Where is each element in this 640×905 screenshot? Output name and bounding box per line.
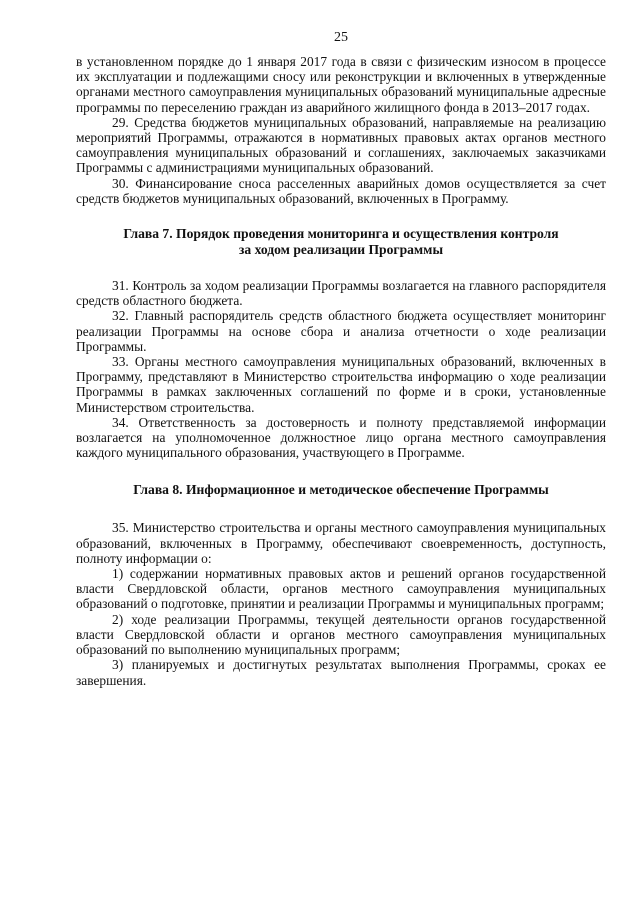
list-item-2: 2) ходе реализации Программы, текущей деятельности органов государственной власти Свердловской области и органов местного самоуправления муниципальных образований по выполнению муниципальных программ; bbox=[76, 611, 606, 658]
chapter-7-heading-line2: за ходом реализации Программы bbox=[238, 242, 444, 258]
page-number: 25 bbox=[334, 30, 348, 45]
chapter-8-heading: Глава 8. Информационное и методическое обеспечение Программы bbox=[133, 482, 549, 498]
paragraph-31: 31. Контроль за ходом реализации Программы возлагается на главного распорядителя средств областного бюджета. bbox=[76, 278, 606, 309]
chapter-7-heading bbox=[76, 226, 606, 258]
list-item-1: 1) содержании нормативных правовых актов и решений органов государственной власти Свердловской области, органов местного самоуправления муниципальных образований о подготовке, принятии и реализации Программы и муниципальных программ; bbox=[76, 566, 606, 612]
paragraph-33: 33. Органы местного самоуправления муниципальных образований, включенных в Программу, представляют в Министерство строительства информацию о ходе реализации Программы в рамках заключенных соглашений по форме и в сроки, установленные Министерством строительства. bbox=[76, 354, 606, 415]
document-page bbox=[76, 30, 606, 688]
paragraph-continuation: в установленном порядке до 1 января 2017 года в связи с физическим износом в процессе их эксплуатации и подлежащими сносу или реконструкции и включенных в утвержденные органами местного самоуправления муниципальных образований муниципальные адресные программы по переселению граждан из аварийного жилищного фонда в 2013–2017 годах. bbox=[76, 54, 606, 115]
chapter-7-heading-line1: Глава 7. Порядок проведения мониторинга и осуществления контроля bbox=[123, 226, 559, 242]
paragraph-29: 29. Средства бюджетов муниципальных образований, направляемые на реализацию мероприятий Программы, отражаются в нормативных правовых актах органов местного самоуправления муниципальных образований и соглашениях, заключаемых заказчиками Программы с администрациями муниципальных образований. bbox=[76, 114, 606, 176]
paragraph-32: 32. Главный распорядитель средств областного бюджета осуществляет мониторинг реализации Программы на основе сбора и анализа отчетности о ходе реализации Программы. bbox=[76, 308, 606, 354]
paragraph-35: 35. Министерство строительства и органы местного самоуправления муниципальных образований, включенных в Программу, обеспечивают своевременность, доступность, полноту информации о: bbox=[76, 520, 606, 566]
paragraph-34: 34. Ответственность за достоверность и полноту представляемой информации возлагается на уполномоченное должностное лицо органа местного самоуправления каждого муниципального образования, участвующего в Программе. bbox=[76, 414, 606, 461]
paragraph-30: 30. Финансирование сноса расселенных аварийных домов осуществляется за счет средств бюджетов муниципальных образований, включенных в Программу. bbox=[76, 175, 606, 206]
list-item-3: 3) планируемых и достигнутых результатах выполнения Программы, сроках ее завершения. bbox=[76, 657, 606, 688]
